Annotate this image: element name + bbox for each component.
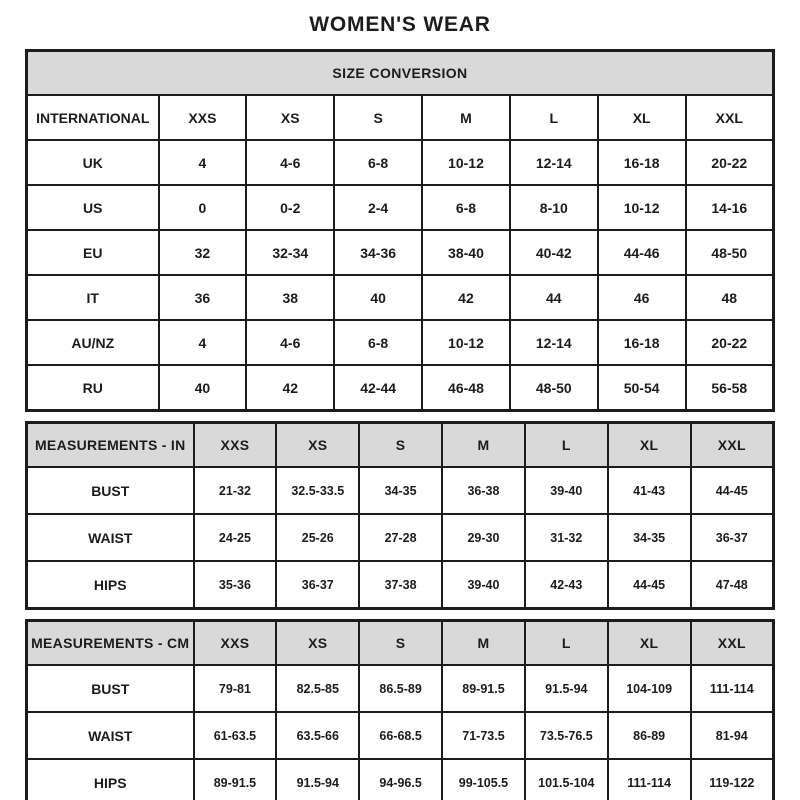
table-row-eu <box>27 230 774 275</box>
size-value-cell: 36 <box>159 275 247 320</box>
measurement-value-cell: 111-114 <box>608 759 691 800</box>
row-label-cell: RU <box>27 365 159 411</box>
size-value-cell: 10-12 <box>422 140 510 185</box>
size-conversion-banner: SIZE CONVERSION <box>27 51 774 96</box>
measurement-value-cell: 34-35 <box>359 467 442 514</box>
measurement-value-cell: 31-32 <box>525 514 608 561</box>
measurement-value-cell: 101.5-104 <box>525 759 608 800</box>
size-header-cell: XS <box>276 423 359 468</box>
size-value-cell: 14-16 <box>686 185 774 230</box>
table-header-row <box>27 621 774 666</box>
measurement-value-cell: 81-94 <box>691 712 774 759</box>
size-value-cell: 48 <box>686 275 774 320</box>
table-row-us <box>27 185 774 230</box>
size-value-cell: 48-50 <box>686 230 774 275</box>
size-value-cell: 0 <box>159 185 247 230</box>
measurement-value-cell: 89-91.5 <box>442 665 525 712</box>
size-header-cell: M <box>422 95 510 140</box>
size-header-cell: XXS <box>194 621 277 666</box>
size-value-cell: 50-54 <box>598 365 686 411</box>
size-header-cell: M <box>442 423 525 468</box>
size-value-cell: 42 <box>246 365 334 411</box>
measurement-value-cell: 44-45 <box>608 561 691 609</box>
measurement-value-cell: 41-43 <box>608 467 691 514</box>
size-value-cell: 12-14 <box>510 140 598 185</box>
measurements-in-table <box>25 421 775 610</box>
size-value-cell: 48-50 <box>510 365 598 411</box>
measurement-value-cell: 36-37 <box>276 561 359 609</box>
size-value-cell: 8-10 <box>510 185 598 230</box>
size-value-cell: 40 <box>159 365 247 411</box>
size-header-cell: XL <box>608 621 691 666</box>
measurement-value-cell: 21-32 <box>194 467 277 514</box>
row-label-cell: BUST <box>27 467 194 514</box>
size-header-cell: M <box>442 621 525 666</box>
measurement-value-cell: 42-43 <box>525 561 608 609</box>
size-header-cell: XXS <box>194 423 277 468</box>
table-row-hips-in <box>27 561 774 609</box>
table-row-bust-cm <box>27 665 774 712</box>
measurement-value-cell: 32.5-33.5 <box>276 467 359 514</box>
size-value-cell: 4 <box>159 140 247 185</box>
measurement-value-cell: 34-35 <box>608 514 691 561</box>
measurement-value-cell: 61-63.5 <box>194 712 277 759</box>
size-value-cell: 6-8 <box>334 320 422 365</box>
row-label-cell: HIPS <box>27 561 194 609</box>
size-value-cell: 40 <box>334 275 422 320</box>
size-value-cell: 34-36 <box>334 230 422 275</box>
table-row-aunz <box>27 320 774 365</box>
table-row-it <box>27 275 774 320</box>
table-row-bust-in <box>27 467 774 514</box>
size-header-cell: S <box>334 95 422 140</box>
measurement-value-cell: 71-73.5 <box>442 712 525 759</box>
measurement-value-cell: 39-40 <box>525 467 608 514</box>
row-label-cell: UK <box>27 140 159 185</box>
size-value-cell: 38 <box>246 275 334 320</box>
row-label-cell: WAIST <box>27 712 194 759</box>
measurement-value-cell: 91.5-94 <box>525 665 608 712</box>
size-header-cell: XS <box>246 95 334 140</box>
measurement-value-cell: 111-114 <box>691 665 774 712</box>
row-label-cell: WAIST <box>27 514 194 561</box>
size-value-cell: 12-14 <box>510 320 598 365</box>
size-value-cell: 20-22 <box>686 320 774 365</box>
measurement-value-cell: 37-38 <box>359 561 442 609</box>
size-value-cell: 44-46 <box>598 230 686 275</box>
header-label-cell: INTERNATIONAL <box>27 95 159 140</box>
size-header-cell: XXL <box>686 95 774 140</box>
page-title: WOMEN'S WEAR <box>309 13 491 36</box>
size-value-cell: 2-4 <box>334 185 422 230</box>
size-value-cell: 6-8 <box>422 185 510 230</box>
measurement-value-cell: 79-81 <box>194 665 277 712</box>
size-value-cell: 40-42 <box>510 230 598 275</box>
size-header-cell: XL <box>608 423 691 468</box>
size-header-cell: L <box>525 423 608 468</box>
size-header-cell: XXL <box>691 423 774 468</box>
size-header-cell: L <box>525 621 608 666</box>
size-conversion-table <box>25 49 775 412</box>
measurement-value-cell: 119-122 <box>691 759 774 800</box>
row-label-cell: US <box>27 185 159 230</box>
table-row-ru <box>27 365 774 411</box>
size-header-cell: XXL <box>691 621 774 666</box>
measurement-value-cell: 91.5-94 <box>276 759 359 800</box>
table-row-uk <box>27 140 774 185</box>
measurement-value-cell: 86.5-89 <box>359 665 442 712</box>
size-header-cell: XXS <box>159 95 247 140</box>
size-value-cell: 42-44 <box>334 365 422 411</box>
measurement-value-cell: 99-105.5 <box>442 759 525 800</box>
size-header-cell: XL <box>598 95 686 140</box>
measurements-cm-table <box>25 619 775 800</box>
measurement-value-cell: 86-89 <box>608 712 691 759</box>
measurement-value-cell: 63.5-66 <box>276 712 359 759</box>
size-value-cell: 32 <box>159 230 247 275</box>
row-label-cell: IT <box>27 275 159 320</box>
measurements-cm-title: MEASUREMENTS - CM <box>27 621 194 666</box>
table-header-row <box>27 423 774 468</box>
measurements-in-title: MEASUREMENTS - IN <box>27 423 194 468</box>
measurement-value-cell: 27-28 <box>359 514 442 561</box>
size-value-cell: 42 <box>422 275 510 320</box>
size-header-cell: XS <box>276 621 359 666</box>
row-label-cell: HIPS <box>27 759 194 800</box>
measurement-value-cell: 39-40 <box>442 561 525 609</box>
size-value-cell: 10-12 <box>422 320 510 365</box>
measurement-value-cell: 47-48 <box>691 561 774 609</box>
size-header-cell: S <box>359 423 442 468</box>
measurement-value-cell: 36-38 <box>442 467 525 514</box>
measurement-value-cell: 24-25 <box>194 514 277 561</box>
size-value-cell: 10-12 <box>598 185 686 230</box>
row-label-cell: EU <box>27 230 159 275</box>
table-row-hips-cm <box>27 759 774 800</box>
table-header-row <box>27 95 774 140</box>
table-row-waist-in <box>27 514 774 561</box>
size-value-cell: 4-6 <box>246 140 334 185</box>
size-value-cell: 4-6 <box>246 320 334 365</box>
row-label-cell: BUST <box>27 665 194 712</box>
size-value-cell: 6-8 <box>334 140 422 185</box>
measurement-value-cell: 94-96.5 <box>359 759 442 800</box>
size-header-cell: S <box>359 621 442 666</box>
measurement-value-cell: 73.5-76.5 <box>525 712 608 759</box>
size-header-cell: L <box>510 95 598 140</box>
size-value-cell: 38-40 <box>422 230 510 275</box>
measurement-value-cell: 25-26 <box>276 514 359 561</box>
measurement-value-cell: 35-36 <box>194 561 277 609</box>
measurement-value-cell: 66-68.5 <box>359 712 442 759</box>
size-value-cell: 46 <box>598 275 686 320</box>
size-value-cell: 56-58 <box>686 365 774 411</box>
table-row-waist-cm <box>27 712 774 759</box>
size-value-cell: 0-2 <box>246 185 334 230</box>
measurement-value-cell: 82.5-85 <box>276 665 359 712</box>
measurement-value-cell: 89-91.5 <box>194 759 277 800</box>
row-label-cell: AU/NZ <box>27 320 159 365</box>
measurement-value-cell: 36-37 <box>691 514 774 561</box>
size-value-cell: 46-48 <box>422 365 510 411</box>
size-value-cell: 4 <box>159 320 247 365</box>
measurement-value-cell: 44-45 <box>691 467 774 514</box>
size-value-cell: 32-34 <box>246 230 334 275</box>
size-value-cell: 44 <box>510 275 598 320</box>
size-value-cell: 16-18 <box>598 320 686 365</box>
table-banner-row <box>27 51 774 96</box>
measurement-value-cell: 29-30 <box>442 514 525 561</box>
size-value-cell: 16-18 <box>598 140 686 185</box>
size-value-cell: 20-22 <box>686 140 774 185</box>
measurement-value-cell: 104-109 <box>608 665 691 712</box>
